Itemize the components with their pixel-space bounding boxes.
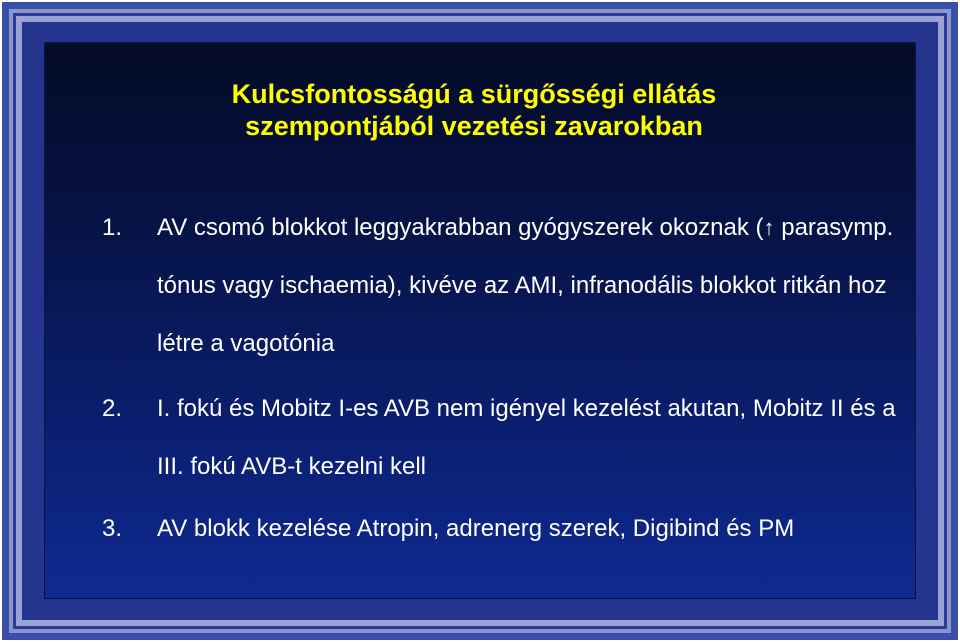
item-1-number: 1. [102,214,123,241]
up-arrow-icon: ↑ [763,215,775,240]
item-2-line-2: III. fokú AVB-t kezelni kell [157,453,427,480]
title-line-2: szempontjából vezetési zavarokban [245,111,703,141]
item-1-line-3: létre a vagotónia [157,330,335,357]
item-2-number: 2. [102,395,123,422]
item-2-line-1: I. fokú és Mobitz I-es AVB nem igényel kezelést akutan, Mobitz II és a [157,395,896,422]
item-3-number: 3. [102,515,123,542]
item-1-line-2: tónus vagy ischaemia), kivéve az AMI, infranodális blokkot ritkán hoz [157,272,887,299]
title-line-1: Kulcsfontosságú a sürgősségi ellátás [231,79,717,109]
item-1-line-1-text: AV csomó blokkot leggyakrabban gyógyszerek okoznak ( [157,214,764,241]
slide-title [0,78,948,142]
item-3-line-1: AV blokk kezelése Atropin, adrenerg szerek, Digibind és PM [157,515,795,542]
item-1-line-1 [157,214,893,242]
item-1-line-1-tail: parasymp. [774,214,894,241]
